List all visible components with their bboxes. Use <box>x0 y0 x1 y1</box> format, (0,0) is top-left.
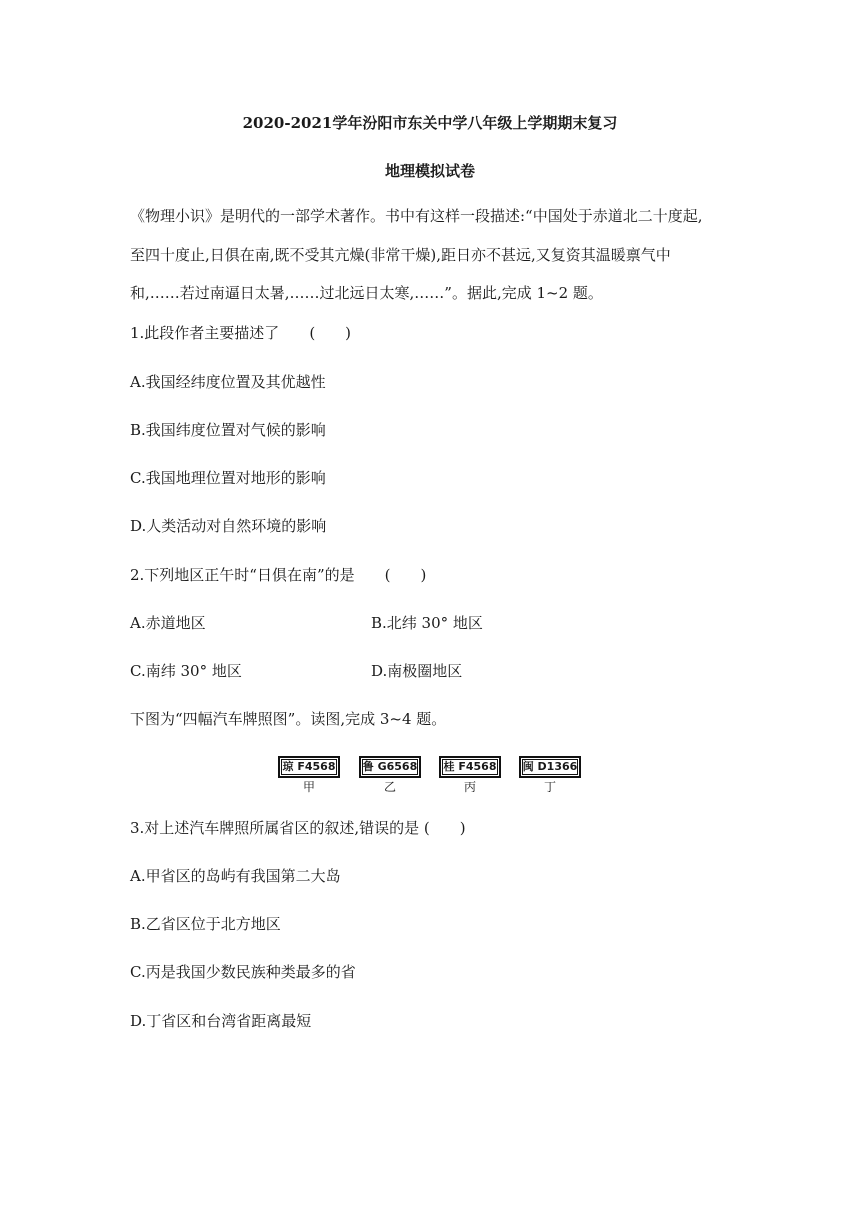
page-title: 2020-2021学年汾阳市东关中学八年级上学期期末复习 <box>242 114 618 132</box>
question-3-option-b: B.乙省区位于北方地区 <box>130 915 281 933</box>
question-3-option-d: D.丁省区和台湾省距离最短 <box>130 1012 312 1030</box>
plate-number: 琼 F4568 <box>278 756 340 778</box>
plate-yi <box>359 756 421 794</box>
question-3-option-a: A.甲省区的岛屿有我国第二大岛 <box>130 867 341 885</box>
question-1-stem: 1.此段作者主要描述了 ( ) <box>130 324 352 342</box>
question-2-option-a: A.赤道地区 <box>130 614 206 632</box>
question-1-option-a: A.我国经纬度位置及其优越性 <box>130 373 326 391</box>
passage-1-line-3: 和,……若过南逼日太暑,……过北远日太寒,……”。据此,完成 1~2 题。 <box>130 284 603 302</box>
question-1-option-c: C.我国地理位置对地形的影响 <box>130 469 326 487</box>
question-2-stem: 2.下列地区正午时“日俱在南”的是 ( ) <box>130 566 427 584</box>
plate-number: 鲁 G6568 <box>359 756 421 778</box>
plate-bing <box>439 756 501 794</box>
question-1-option-b: B.我国纬度位置对气候的影响 <box>130 421 326 439</box>
question-2-option-c: C.南纬 30° 地区 <box>130 662 242 680</box>
plate-jia <box>278 756 340 794</box>
question-2-option-b: B.北纬 30° 地区 <box>371 614 483 632</box>
plate-number: 闽 D1366 <box>519 756 581 778</box>
question-3-stem: 3.对上述汽车牌照所属省区的叙述,错误的是 ( ) <box>130 819 466 837</box>
question-2-option-d: D.南极圈地区 <box>371 662 463 680</box>
plate-label: 乙 <box>383 780 396 794</box>
question-1-option-d: D.人类活动对自然环境的影响 <box>130 517 327 535</box>
plate-label: 丙 <box>463 780 476 794</box>
passage-2: 下图为“四幅汽车牌照图”。读图,完成 3~4 题。 <box>130 710 447 728</box>
plate-label: 丁 <box>543 780 556 794</box>
question-3-option-c: C.丙是我国少数民族种类最多的省 <box>130 963 356 981</box>
page-subtitle: 地理模拟试卷 <box>384 162 475 180</box>
plate-ding <box>519 756 581 794</box>
plate-number: 桂 F4568 <box>439 756 501 778</box>
passage-1-line-2: 至四十度止,日俱在南,既不受其亢燥(非常干燥),距日亦不甚远,又复资其温暖禀气中 <box>130 246 671 264</box>
passage-1-line-1: 《物理小识》是明代的一部学术著作。书中有这样一段描述:“中国处于赤道北二十度起, <box>130 207 703 225</box>
plate-label: 甲 <box>302 780 315 794</box>
